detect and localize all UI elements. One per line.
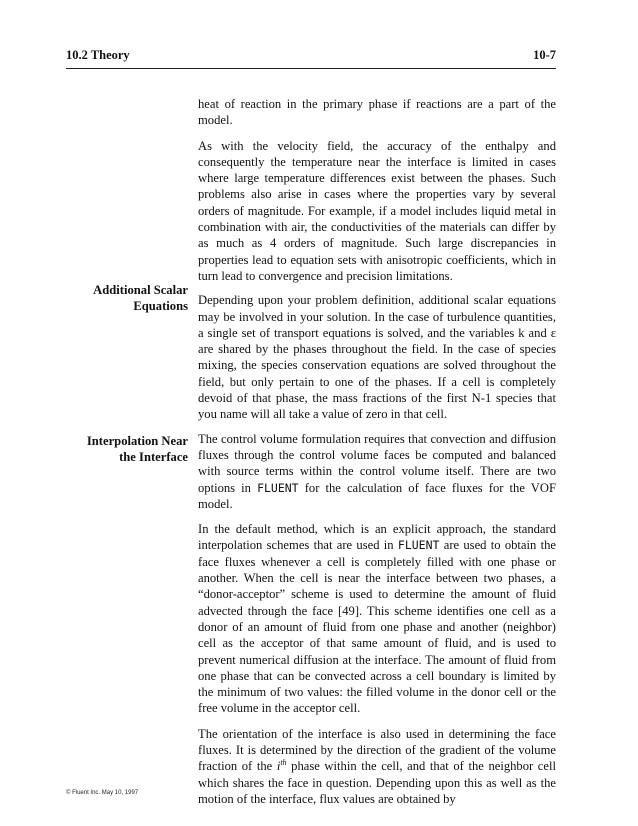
paragraph-text: for the calculation of face fluxes for the VOF model. [198,480,556,511]
paragraph-text: are used to obtain the face fluxes whenever a cell is completely filled with one phase or another. When the cell is near the interface between two phases, a “donor-acceptor” scheme is used to determine the amount of fluid advected through the face [49]. This scheme identifies one cell as a donor of an amount of fluid from one phase and another (neighbor) cell as the acceptor of that same amount of fluid, and is used to prevent numerical diffusion at the interface. The amount of fluid from one phase that can be convected across a cell boundary is limited by the minimum of two values: the filled volume in the donor cell or the free volume in the acceptor cell. [198,538,556,716]
paragraph: heat of reaction in the primary phase if reactions are a part of the model. [198,97,556,128]
sidenote-line: the Interface [119,450,188,465]
product-name: FLUENT [257,480,299,495]
paragraph-text: The control volume formulation requires that convection and diffusion fluxes through the control volume faces be computed and balanced with source terms within the control volume itself. There are two options in [198,431,556,495]
paragraph-text: The orientation of the interface is also used in determining the face fluxes. It is determined by the direction of the gradient of the volume fraction of the [198,726,556,774]
sidenote-line: Interpolation Near [86,434,188,448]
product-name: FLUENT [397,538,440,553]
sidenote-line: Additional Scalar [93,283,188,297]
paragraph: As with the velocity field, the accuracy of the enthalpy and consequently the temperature near the interface is limited in cases where large temperature differences exist between the phases. Such problems also arise in cases where the properties vary by several orders of magnitude. For example, if a model includes liquid metal in combination with air, the conductivities of the materials can differ by as much as 4 orders of magnitude. Such large discrepancies in properties lead to equation sets with anisotropic coefficients, which in turn lead to convergence and precision limitations. [198,138,556,283]
paragraph [198,521,556,717]
section-title: 10.2 Theory [66,48,130,62]
paragraph: Depending upon your problem definition, additional scalar equations may be involved in your solution. In the case of turbulence quantities, a single set of transport equations is solved, and the variables k and ε are shared by the phases throughout the field. In the case of species mixing, the species conservation equations are solved throughout the field, but only pertain to one of the phases. If a cell is completely devoid of that phase, the mass fractions of the first N-1 species that you name will all take a value of zero in that cell. [198,293,556,422]
sidenote-additional-scalar [56,282,188,315]
header-rule [66,68,556,69]
sidenote-interpolation [56,433,188,466]
running-header [66,48,556,66]
body-text [198,96,556,816]
page-number: 10-7 [533,48,556,62]
sidenote-line: Equations [133,299,188,314]
paragraph [198,726,556,807]
paragraph-text: In the default method, which is an explicit approach, the standard interpolation schemes that are used in [198,522,556,553]
paragraph [198,431,556,512]
footer-copyright: © Fluent Inc. May 10, 1997 [66,790,139,796]
superscript-th: th [280,758,287,768]
paragraph-text: phase within the cell, and that of the neighbor cell which shares the face in question. Depending upon this as well as the motion of the interface, flux values are obtained by [198,759,556,806]
math-i: i [276,759,281,774]
